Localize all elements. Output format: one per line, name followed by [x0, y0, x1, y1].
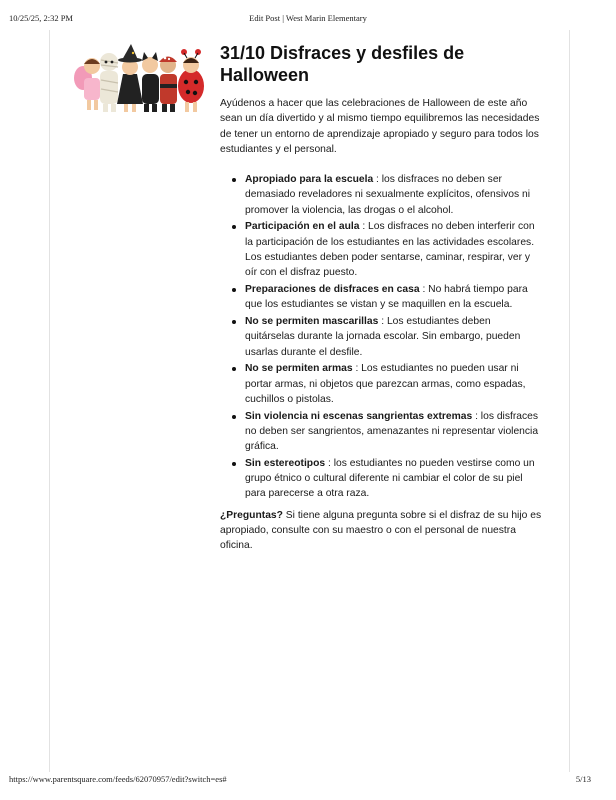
rule-term: Apropiado para la escuela — [245, 174, 374, 186]
print-header — [0, 13, 616, 25]
bullet-icon — [232, 462, 236, 466]
print-footer — [0, 774, 616, 786]
costume-rules-list — [220, 172, 542, 502]
bullet-icon — [232, 415, 236, 419]
rule-text: : Los estudiantes deben quitárselas durante la jornada escolar. Sin embargo, pueden usarlas durante el desfile. — [245, 316, 521, 358]
left-margin-rule — [49, 30, 50, 772]
print-page-title: Edit Post | West Marin Elementary — [249, 13, 367, 23]
list-item — [245, 219, 542, 280]
rule-text: : Los estudiantes no pueden usar ni portar armas, ni objetos que parezcan armas, como espadas, cuchillos o pistolas. — [245, 363, 526, 405]
bullet-icon — [232, 225, 236, 229]
list-item — [245, 282, 542, 313]
list-item — [245, 172, 542, 218]
rule-text: : los estudiantes no pueden vestirse como un grupo étnico o cultural diferente ni cambiar el color de su piel para parecerse a otra raza. — [245, 457, 535, 500]
rule-text: : Los disfraces no deben interferir con la participación de los estudiantes en las actividades escolares. Los estudiantes deben poder sentarse, caminar, respirar, ver y oír con el disfraz puesto. — [245, 221, 535, 279]
print-url: https://www.parentsquare.com/feeds/62070957/edit?switch=es# — [9, 774, 227, 784]
rule-term: Participación en el aula — [245, 221, 360, 233]
rule-term: No se permiten mascarillas — [245, 316, 379, 328]
closing-paragraph — [220, 508, 542, 554]
questions-label: ¿Preguntas? — [220, 509, 283, 521]
rule-text: : los disfraces no deben ser demasiado reveladores ni sexualmente explícitos, ofensivos ni promover la violencia, las drogas o el alcohol. — [245, 174, 531, 216]
rule-term: Sin violencia ni escenas sangrientas extremas — [245, 410, 473, 422]
bullet-icon — [232, 320, 236, 324]
right-margin-rule — [569, 30, 570, 772]
rule-term: No se permiten armas — [245, 363, 353, 375]
bullet-icon — [232, 367, 236, 371]
print-page-number: 5/13 — [575, 774, 591, 784]
rule-text: : los disfraces no deben ser sangrientos, amenazantes ni representar violencia gráfica. — [245, 410, 539, 453]
post-content — [220, 42, 542, 554]
closing-text: Si tiene alguna pregunta sobre si el disfraz de su hijo es apropiado, consulte con su maestro o con el personal de nuestra oficina. — [220, 509, 542, 552]
post-title: 31/10 Disfraces y desfiles de Halloween — [220, 43, 465, 85]
rule-text: : No habrá tiempo para que los estudiantes se vistan y se maquillen en la escuela. — [245, 284, 528, 311]
bullet-icon — [232, 288, 236, 292]
halloween-kids-illustration — [70, 44, 210, 116]
print-datetime: 10/25/25, 2:32 PM — [9, 13, 73, 23]
rule-term: Preparaciones de disfraces en casa — [245, 284, 420, 296]
rule-term: Sin estereotipos — [245, 457, 326, 469]
post-intro: Ayúdenos a hacer que las celebraciones de Halloween de este año sean un día divertido y al mismo tiempo equilibremos las necesidades de tener un entorno de aprendizaje apropiado y seguro para todos los estudiantes y el personal. — [220, 98, 540, 155]
list-item — [245, 409, 542, 455]
list-item — [245, 314, 542, 360]
list-item — [245, 456, 542, 502]
bullet-icon — [232, 178, 236, 182]
list-item — [245, 361, 542, 407]
